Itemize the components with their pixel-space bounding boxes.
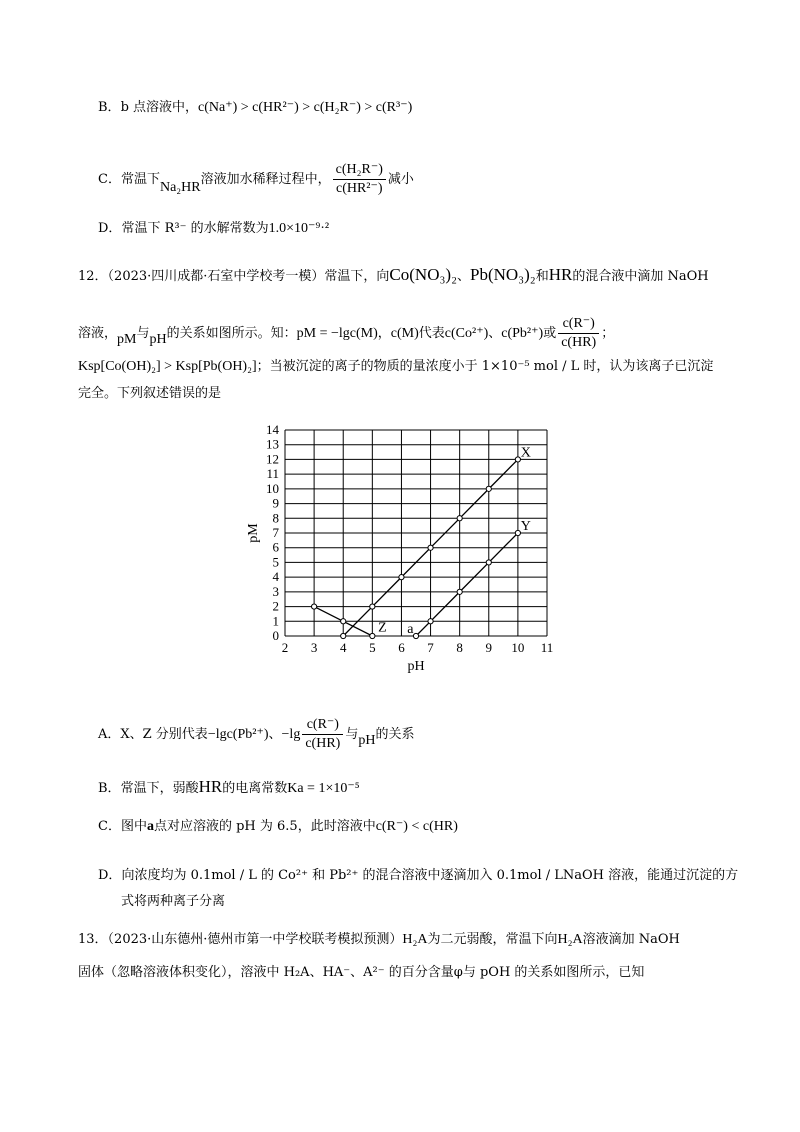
q12-option-a: A．X、Z 分别代表−lgc(Pb²⁺)、−lg $\frac{c(R^-)}{c(HR)}$ 与pH的关系 xyxy=(98,717,415,751)
q13-stem-line1: 13．（2023·山东德州·德州市第一中学校联考模拟预测）H₂A为二元弱酸，常温下向H₂A溶液滴加 NaOH xyxy=(78,932,680,947)
chart-axis-ticks xyxy=(266,422,553,655)
y-tick-label: 9 xyxy=(272,495,279,511)
data-point-Z xyxy=(370,633,375,638)
q11-option-c: C．常温下Na₂HR溶液加水稀释过程中， $\frac{\text{c(H₂R⁻)}}{\text{c(HR²⁻)}}$ 减小 xyxy=(98,162,414,196)
ph-pm-chart xyxy=(0,418,800,703)
q12-option-c: C．图中a点对应溶液的 pH 为 6.5，此时溶液中c(R⁻) < c(HR) xyxy=(98,819,458,834)
question-source: （2023·山东德州·德州市第一中学校联考模拟预测） xyxy=(107,932,403,947)
x-tick-label: 7 xyxy=(427,640,434,655)
q12-def-fraction: $\frac{c(R^-)}{c(HR)}$ xyxy=(558,316,599,351)
y-tick-label: 3 xyxy=(272,583,279,599)
x-tick-label: 4 xyxy=(339,640,347,655)
data-point-Y xyxy=(457,589,462,594)
y-tick-label: 0 xyxy=(272,628,279,643)
q11-option-d: D．常温下 R³⁻ 的水解常数为1.0×10⁻⁹·² xyxy=(98,221,330,236)
y-tick-label: 10 xyxy=(266,480,279,496)
q13-stem-line2: 固体（忽略溶液体积变化），溶液中 H₂A、HA⁻、A²⁻ 的百分含量φ与 pOH 的关系如图所示，已知 xyxy=(78,965,645,980)
data-point-X xyxy=(370,604,375,609)
data-point-Y xyxy=(413,633,418,638)
y-tick-label: 11 xyxy=(266,466,279,482)
q12-stem-line1: 12．（2023·四川成都·石室中学校考一模）常温下，向Co(NO₃)₂、Pb(NO₃)₂和HR的混合液中滴加 NaOH xyxy=(78,265,709,284)
data-point-X xyxy=(428,545,433,550)
annotation-Y: Y xyxy=(520,519,531,535)
x-tick-label: 2 xyxy=(281,640,289,655)
data-point-X xyxy=(399,575,404,580)
q12-option-d-line2: 式将两种离子分离 xyxy=(121,894,226,909)
y-tick-label: 13 xyxy=(266,436,279,452)
y-tick-label: 5 xyxy=(272,554,279,570)
data-point-X xyxy=(341,633,346,638)
x-tick-label: 5 xyxy=(369,640,376,655)
q12-stem-line3: Ksp[Co(OH)₂] > Ksp[Pb(OH)₂]；当被沉淀的离子的物质的量浓度小于 1×10⁻⁵ mol / L 时，认为该离子已沉淀 xyxy=(78,359,714,374)
question-number: 13． xyxy=(78,932,108,947)
annotation-a: a xyxy=(407,622,414,638)
q11-c-fraction: $\frac{\text{c(H₂R⁻)}}{\text{c(HR²⁻)}}$ xyxy=(333,162,386,197)
x-tick-label: 6 xyxy=(398,640,405,655)
data-point-Y xyxy=(428,619,433,624)
data-point-X xyxy=(457,516,462,521)
q12-a-fraction: $\frac{c(R^-)}{c(HR)}$ xyxy=(302,717,343,752)
q12-stem-line2: 溶液，pM与pH的关系如图所示。知：pM = −lgc(M)，c(M)代表c(Co²⁺)、c(Pb²⁺)或 $\frac{c(R^-)}{c(HR)}$ ； xyxy=(78,316,615,350)
data-point-Y xyxy=(515,530,520,535)
x-tick-label: 9 xyxy=(485,640,493,655)
y-tick-label: 2 xyxy=(272,598,279,614)
y-tick-label: 4 xyxy=(272,569,279,585)
q12-option-b: B．常温下，弱酸HR的电离常数Ka = 1×10⁻⁵ xyxy=(98,777,360,796)
annotation-X: X xyxy=(520,445,531,461)
q12-option-d-line1: D．向浓度均为 0.1mol / L 的 Co²⁺ 和 Pb²⁺ 的混合溶液中逐滴加入 0.1mol / LNaOH 溶液，能通过沉淀的方 xyxy=(98,868,739,883)
q12-stem-line4: 完全。下列叙述错误的是 xyxy=(78,386,222,401)
y-tick-label: 8 xyxy=(272,510,279,526)
chart-y-label: pM xyxy=(246,523,261,543)
x-tick-label: 11 xyxy=(540,640,554,655)
data-point-Z xyxy=(312,604,317,609)
data-point-X xyxy=(515,457,520,462)
x-tick-label: 3 xyxy=(310,640,318,655)
data-point-X xyxy=(486,486,491,491)
y-tick-label: 14 xyxy=(266,422,279,437)
question-source: （2023·四川成都·石室中学校考一模） xyxy=(107,269,325,284)
annotation-Z: Z xyxy=(378,620,387,636)
x-tick-label: 8 xyxy=(456,640,463,655)
x-tick-label: 10 xyxy=(511,640,525,655)
y-tick-label: 7 xyxy=(272,525,279,540)
data-point-Y xyxy=(486,560,491,565)
chart-x-label: pH xyxy=(407,659,425,674)
question-number: 12． xyxy=(78,269,108,284)
y-tick-label: 6 xyxy=(272,539,279,555)
y-tick-label: 12 xyxy=(266,451,279,467)
y-tick-label: 1 xyxy=(272,613,279,629)
q11-option-b: B．b 点溶液中，c(Na⁺) > c(HR²⁻) > c(H₂R⁻) > c(R³⁻) xyxy=(98,100,413,115)
data-point-Z xyxy=(341,619,346,624)
chart-grid xyxy=(285,430,547,636)
